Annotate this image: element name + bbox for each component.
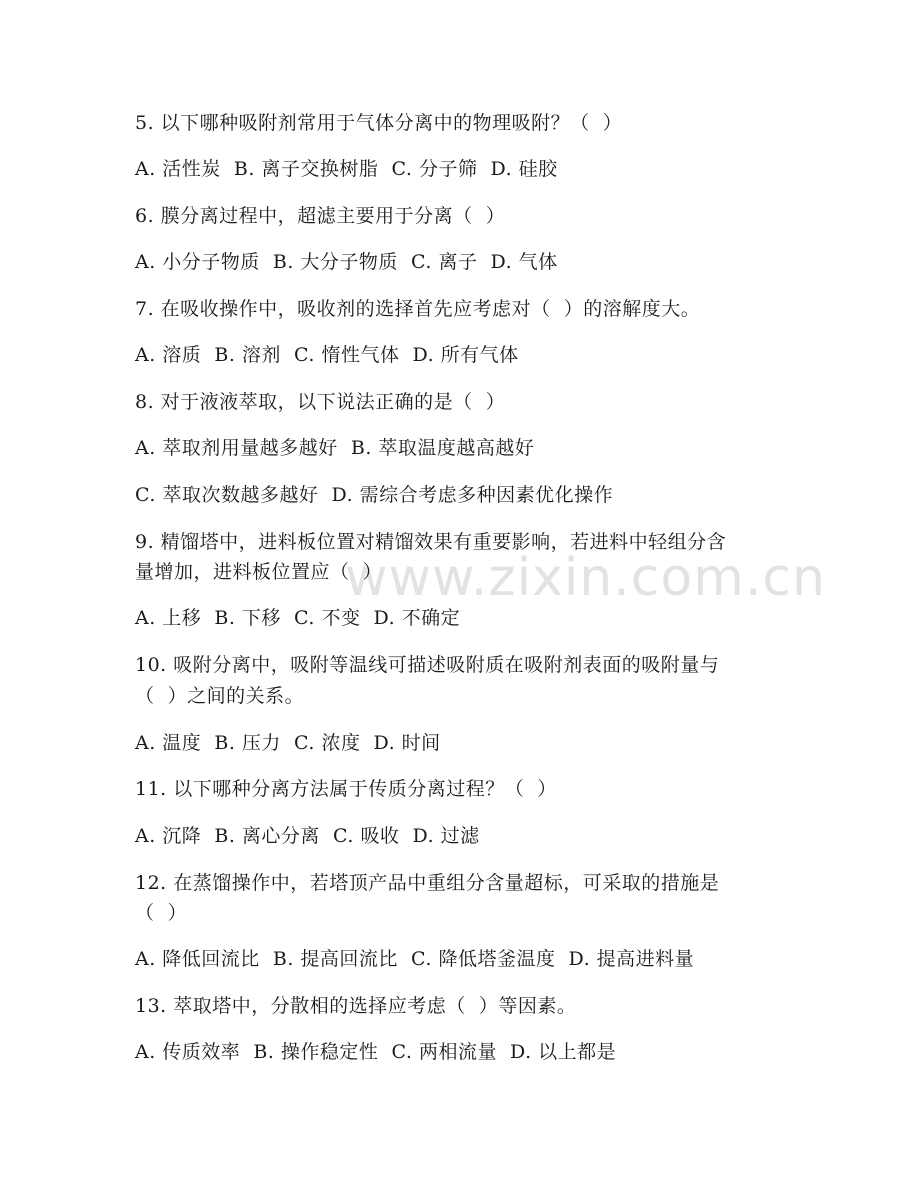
watermark: www.zixin.com.cn (345, 548, 826, 608)
question-11: 11. 以下哪种分离方法属于传质分离过程？（ ） (135, 778, 557, 800)
options-9: A. 上移 B. 下移 C. 不变 D. 不确定 (135, 607, 461, 629)
question-12-line1: 12. 在蒸馏操作中，若塔顶产品中重组分含量超标，可采取的措施是 (135, 872, 720, 894)
options-5: A. 活性炭 B. 离子交换树脂 C. 分子筛 D. 硅胶 (135, 158, 558, 180)
question-10-line2: （ ）之间的关系。 (135, 685, 305, 707)
options-6: A. 小分子物质 B. 大分子物质 C. 离子 D. 气体 (135, 251, 558, 273)
question-8: 8. 对于液液萃取，以下说法正确的是（ ） (135, 391, 506, 413)
question-9-line2: 量增加，进料板位置应（ ） (135, 561, 383, 583)
options-8-line1: A. 萃取剂用量越多越好 B. 萃取温度越高越好 (135, 437, 535, 459)
question-6: 6. 膜分离过程中，超滤主要用于分离（ ） (135, 205, 506, 227)
question-5: 5. 以下哪种吸附剂常用于气体分离中的物理吸附？（ ） (135, 112, 623, 134)
options-12: A. 降低回流比 B. 提高回流比 C. 降低塔釜温度 D. 提高进料量 (135, 948, 695, 970)
question-9-line1: 9. 精馏塔中，进料板位置对精馏效果有重要影响，若进料中轻组分含 (135, 531, 727, 553)
question-12-line2: （ ） (135, 902, 188, 924)
options-10: A. 温度 B. 压力 C. 浓度 D. 时间 (135, 732, 441, 754)
question-7: 7. 在吸收操作中，吸收剂的选择首先应考虑对（ ）的溶解度大。 (135, 298, 701, 320)
question-10-line1: 10. 吸附分离中，吸附等温线可描述吸附质在吸附剂表面的吸附量与 (135, 654, 720, 676)
question-13: 13. 萃取塔中，分散相的选择应考虑（ ）等因素。 (135, 995, 577, 1017)
options-8-line2: C. 萃取次数越多越好 D. 需综合考虑多种因素优化操作 (135, 484, 614, 506)
options-11: A. 沉降 B. 离心分离 C. 吸收 D. 过滤 (135, 825, 480, 847)
options-13: A. 传质效率 B. 操作稳定性 C. 两相流量 D. 以上都是 (135, 1041, 617, 1063)
options-7: A. 溶质 B. 溶剂 C. 惰性气体 D. 所有气体 (135, 344, 519, 366)
